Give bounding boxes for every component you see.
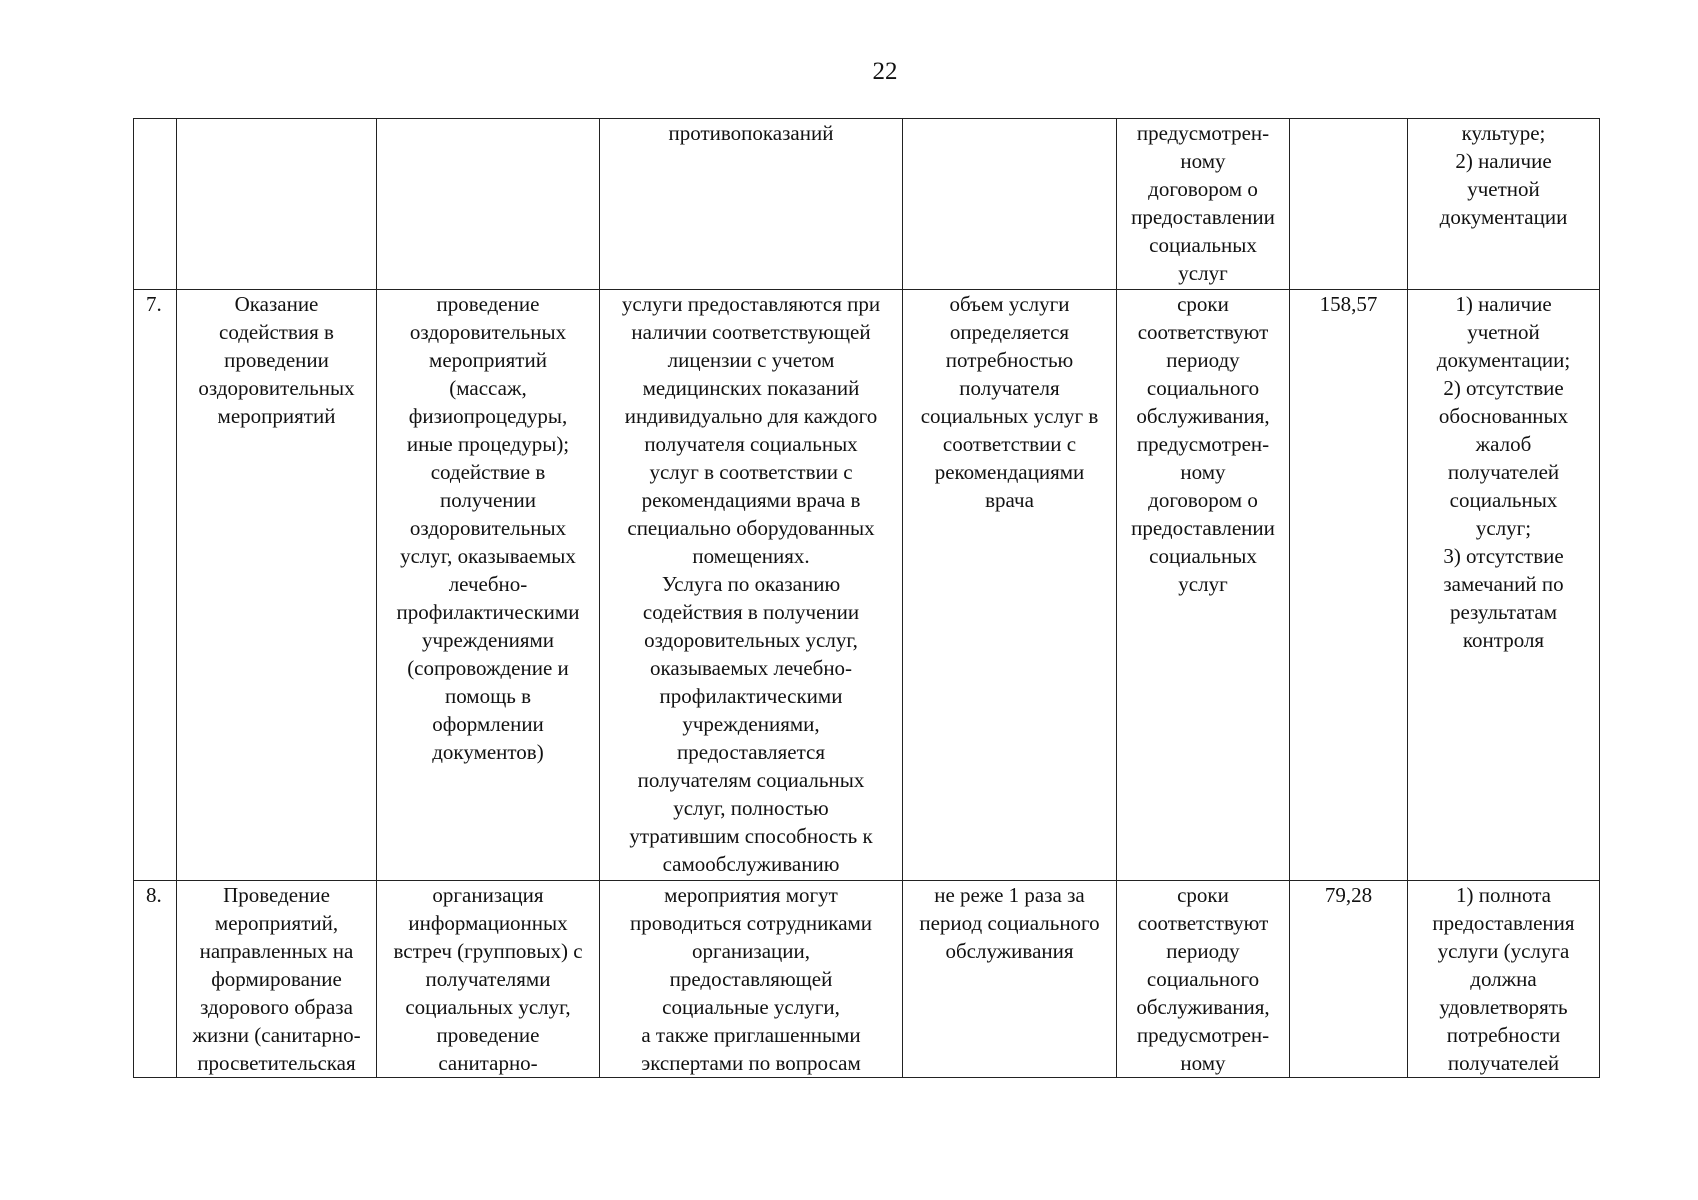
row-number — [134, 119, 177, 290]
service-content-cell: организация информационных встреч (групповых) с получателями социальных услуг, проведение санитарно- — [377, 881, 600, 1078]
row-number: 7. — [134, 290, 177, 881]
service-volume-cell: объем услуги определяется потребностью получателя социальных услуг в соответствии с рекомендациями врача — [903, 290, 1117, 881]
service-name-cell: Оказание содействия в проведении оздоровительных мероприятий — [177, 290, 377, 881]
service-conditions-cell: противопоказаний — [600, 119, 903, 290]
service-quality-cell: 1) полнота предоставления услуги (услуга должна удовлетворять потребности получателей — [1408, 881, 1600, 1078]
service-content-cell: проведение оздоровительных мероприятий (массаж, физиопроцедуры, иные процедуры); содействие в получении оздоровительных услуг, оказываемых лечебно- профилактическими учреждениями (сопровождение и помощь в оформлении документов) — [377, 290, 600, 881]
service-price-cell: 158,57 — [1290, 290, 1408, 881]
page-number: 22 — [872, 58, 898, 85]
service-quality-cell: культуре; 2) наличие учетной документации — [1408, 119, 1600, 290]
service-name-cell: Проведение мероприятий, направленных на формирование здорового образа жизни (санитарно- просветительская — [177, 881, 377, 1078]
service-conditions-cell: мероприятия могут проводиться сотрудниками организации, предоставляющей социальные услуги, а также приглашенными экспертами по вопросам — [600, 881, 903, 1078]
table-row — [134, 881, 1600, 1078]
service-volume-cell — [903, 119, 1117, 290]
services-table — [133, 118, 1600, 1078]
service-volume-cell: не реже 1 раза за период социального обслуживания — [903, 881, 1117, 1078]
service-conditions-cell: услуги предоставляются при наличии соответствующей лицензии с учетом медицинских показаний индивидуально для каждого получателя социальных услуг в соответствии с рекомендациями врача в специально оборудованных помещениях. Услуга по оказанию содействия в получении оздоровительных услуг, оказываемых лечебно- профилактическими учреждениями, предоставляется получателям социальных услуг, полностью утратившим способность к самообслуживанию — [600, 290, 903, 881]
table-row — [134, 119, 1600, 290]
service-quality-cell: 1) наличие учетной документации; 2) отсутствие обоснованных жалоб получателей социальных услуг; 3) отсутствие замечаний по результатам контроля — [1408, 290, 1600, 881]
table-row — [134, 290, 1600, 881]
service-price-cell: 79,28 — [1290, 881, 1408, 1078]
service-terms-cell: сроки соответствуют периоду социального обслуживания, предусмотрен- ному — [1117, 881, 1290, 1078]
service-price-cell — [1290, 119, 1408, 290]
service-terms-cell: предусмотрен- ному договором о предоставлении социальных услуг — [1117, 119, 1290, 290]
service-content-cell — [377, 119, 600, 290]
row-number: 8. — [134, 881, 177, 1078]
service-name-cell — [177, 119, 377, 290]
service-terms-cell: сроки соответствуют периоду социального обслуживания, предусмотрен- ному договором о предоставлении социальных услуг — [1117, 290, 1290, 881]
